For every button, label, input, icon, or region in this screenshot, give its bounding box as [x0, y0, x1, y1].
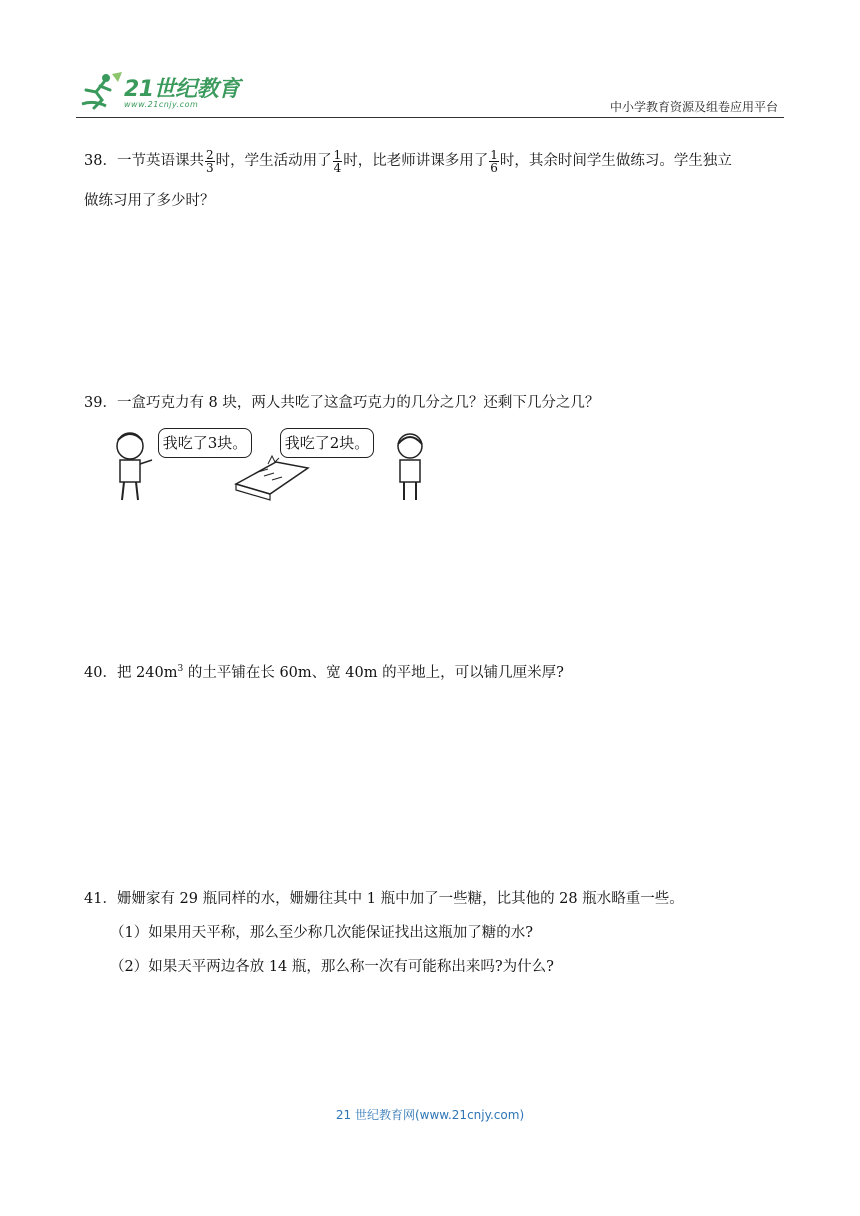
runner-logo-icon	[76, 70, 124, 114]
superscript: 3	[177, 664, 184, 674]
question-text: 时，比老师讲课多用了	[343, 153, 489, 169]
question-text: 时，学生活动用了	[215, 153, 332, 169]
question-38	[84, 146, 784, 176]
question-text: 一节英语课共	[116, 153, 204, 169]
speech-bubble-right: 我吃了2块。	[280, 428, 374, 458]
sub-question-2: （2）如果天平两边各放 14 瓶，那么称一次有可能称出来吗?为什么?	[110, 959, 554, 975]
speech-bubble-left: 我吃了3块。	[158, 428, 252, 458]
question-39	[84, 388, 784, 418]
question-number: 38．	[84, 153, 117, 169]
platform-title: 中小学教育资源及组卷应用平台	[609, 100, 778, 114]
fraction: $\frac{1}{4}$	[333, 147, 342, 175]
logo	[76, 70, 256, 114]
question-text: 一盒巧克力有 8 块，两人共吃了这盒巧克力的几分之几？还剩下几分之几？	[116, 395, 600, 411]
question-text: 把 240m	[116, 664, 178, 681]
question-38-line2: 做练习用了多少时？	[84, 193, 215, 209]
sub-question-1: （1）如果用天平称，那么至少称几次能保证找出这瓶加了糖的水?	[110, 925, 533, 941]
question-41	[84, 884, 784, 914]
logo-url: www.21cnjy.com	[124, 100, 199, 109]
logo-text: 21世纪教育	[124, 77, 240, 102]
question-40	[84, 654, 784, 688]
page-header	[0, 0, 860, 120]
fraction: $\frac{1}{6}$	[490, 147, 498, 175]
fraction: $\frac{2}{3}$	[205, 147, 214, 175]
question-text: 时，其余时间学生做练习。学生独立	[499, 153, 732, 169]
question-number: 39．	[84, 395, 117, 411]
chocolate-illustration	[108, 424, 428, 508]
header-rule	[76, 117, 784, 118]
question-text: 的土平铺在长 60m、宽 40m 的平地上，可以铺几厘米厚?	[183, 664, 564, 681]
question-number: 40．	[84, 664, 117, 681]
footer: 21 世纪教育网(www.21cnjy.com)	[335, 1108, 525, 1122]
children-chocolate-icon	[108, 424, 428, 508]
question-number: 41．	[84, 891, 117, 907]
question-text: 姗姗家有 29 瓶同样的水，姗姗往其中 1 瓶中加了一些糖，比其他的 28 瓶水略重一些。	[116, 891, 684, 907]
